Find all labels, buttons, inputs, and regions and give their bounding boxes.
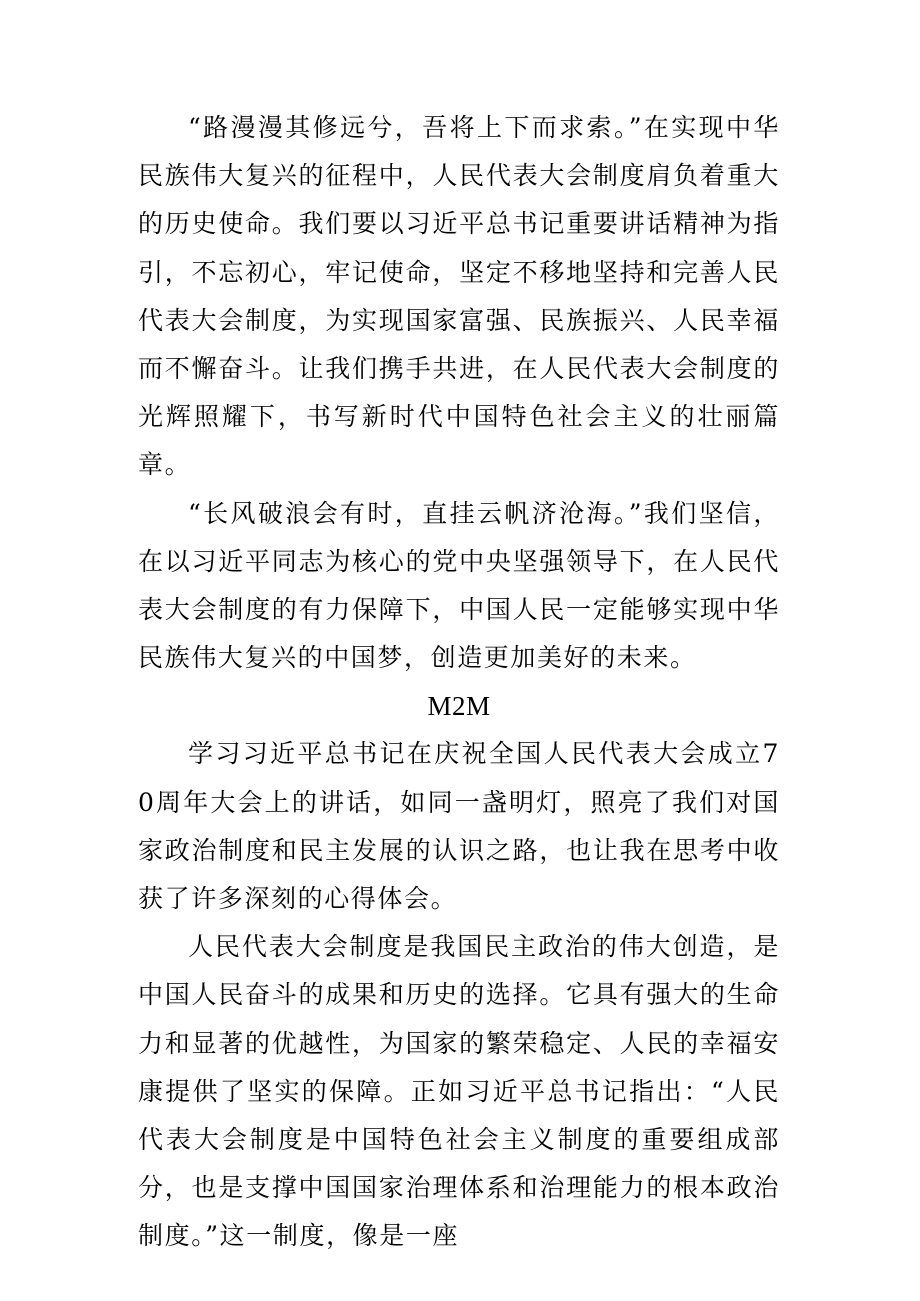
section-heading: M2M [427,691,491,722]
paragraph-closing-quote-2: “长风破浪会有时，直挂云帆济沧海。”我们坚信，在以习近平同志为核心的党中央坚强领导下，在人民代表大会制度的有力保障下，中国人民一定能够实现中华民族伟大复兴的中国梦，创造更加美好的未来。 [138,498,780,673]
paragraph-body: 人民代表大会制度是我国民主政治的伟大创造，是中国人民奋斗的成果和历史的选择。它具有强大的生命力和显著的优越性，为国家的繁荣稳定、人民的幸福安康提供了坚实的保障。正如习近平总书记指出：“人民代表大会制度是中国特色社会主义制度的重要组成部分，也是支撑中国国家治理体系和治理能力的根本政治制度。”这一制度，像是一座 [138,932,780,1251]
document-page [138,104,780,1261]
paragraph-intro: 学习习近平总书记在庆祝全国人民代表大会成立70周年大会上的讲话，如同一盏明灯，照亮了我们对国家政治制度和民主发展的认识之路，也让我在思考中收获了许多深刻的心得体会。 [138,739,780,914]
paragraph-closing-quote-1: “路漫漫其修远兮，吾将上下而求索。”在实现中华民族伟大复兴的征程中，人民代表大会制度肩负着重大的历史使命。我们要以习近平总书记重要讲话精神为指引，不忘初心，牢记使命，坚定不移地坚持和完善人民代表大会制度，为实现国家富强、民族振兴、人民幸福而不懈奋斗。让我们携手共进，在人民代表大会制度的光辉照耀下，书写新时代中国特色社会主义的壮丽篇章。 [138,113,780,480]
